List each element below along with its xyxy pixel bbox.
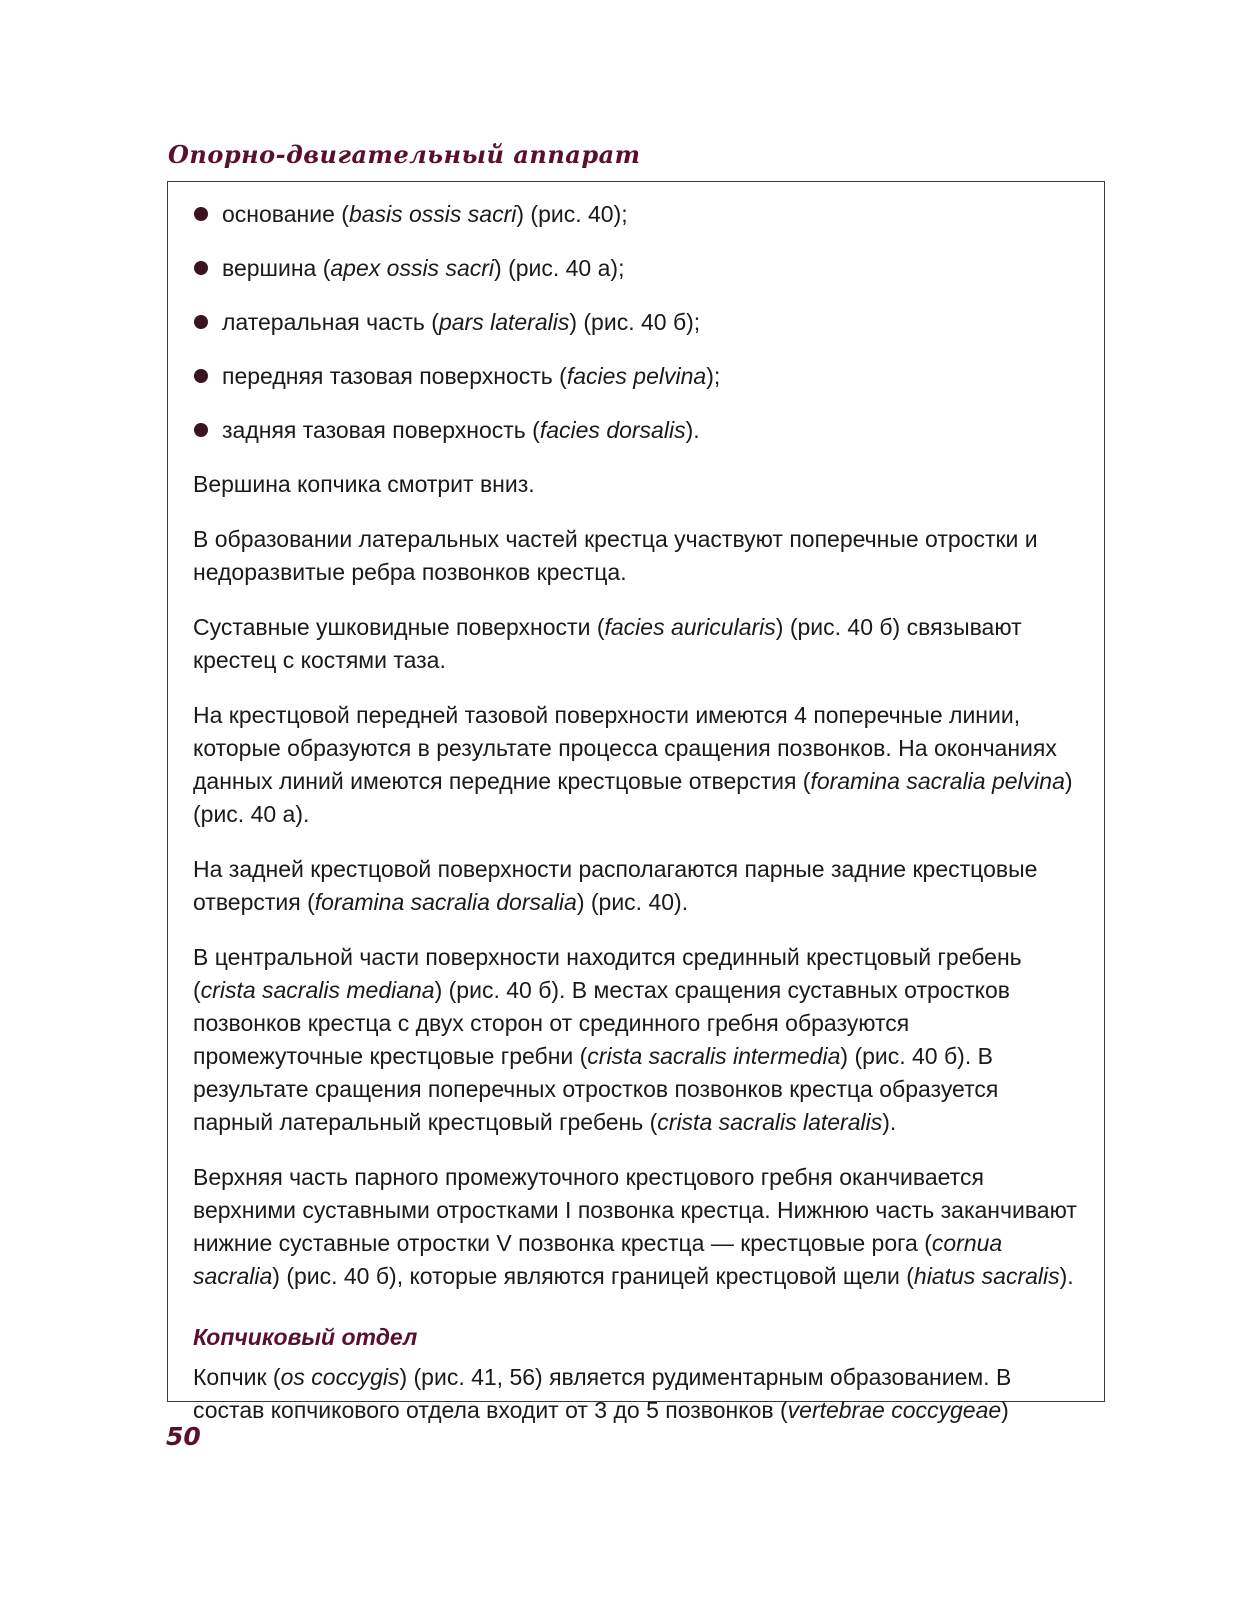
running-head: Опорно-двигательный аппарат (168, 140, 641, 169)
list-item: задняя тазовая поверхность (facies dorsalis). (193, 414, 1080, 468)
bullet-icon (194, 369, 208, 383)
list-item: передняя тазовая поверхность (facies pelvina); (193, 360, 1080, 414)
bullet-list (193, 198, 1080, 468)
section-heading: Копчиковый отдел (193, 1324, 418, 1350)
page-number: 50 (166, 1422, 201, 1451)
bullet-icon (194, 423, 208, 437)
bullet-icon (194, 261, 208, 275)
list-item: основание (basis ossis sacri) (рис. 40); (193, 198, 1080, 252)
paragraph: Верхняя часть парного промежуточного крестцового гребня оканчивается верхними суставными отростками I позвонка крестца. Нижнюю часть заканчивают нижние суставные отростки V позвонка крестца — крестцовые рога (cornua sacralia) (рис. 40 б), которые являются границей крестцовой щели (hiatus sacralis). (193, 1164, 1077, 1289)
paragraph: На крестцовой передней тазовой поверхности имеются 4 поперечные линии, которые образуются в результате процесса сращения позвонков. На окончаниях данных линий имеются передние крестцовые отверстия (foramina sacralia pelvina) (рис. 40 а). (193, 702, 1073, 827)
bullet-icon (194, 315, 208, 329)
bullet-icon (194, 207, 208, 221)
paragraph: Суставные ушковидные поверхности (facies auricularis) (рис. 40 б) связывают крестец с костями таза. (193, 614, 1022, 673)
content-box (167, 181, 1105, 1423)
paragraph: В образовании латеральных частей крестца участвуют поперечные отростки и недоразвитые ребра позвонков крестца. (193, 526, 1038, 585)
paragraph: На задней крестцовой поверхности располагаются парные задние крестцовые отверстия (foramina sacralia dorsalia) (рис. 40). (193, 856, 1038, 915)
list-item: латеральная часть (pars lateralis) (рис. 40 б); (193, 306, 1080, 360)
paragraph: Копчик (os coccygis) (рис. 41, 56) является рудиментарным образованием. В состав копчикового отдела входит от 3 до 5 позвонков (vertebrae coccygeae) (193, 1364, 1012, 1423)
paragraph: Вершина копчика смотрит вниз. (193, 471, 535, 497)
paragraph: В центральной части поверхности находится срединный крестцовый гребень (crista sacralis mediana) (рис. 40 б). В местах сращения суставных отростков позвонков крестца с двух сторон от срединного гребня образуются промежуточные крестцовые гребни (crista sacralis intermedia) (рис. 40 б). В результате сращения поперечных отростков позвонков крестца образуется парный латеральный крестцовый гребень (crista sacralis lateralis). (193, 944, 1022, 1135)
list-item: вершина (apex ossis sacri) (рис. 40 а); (193, 252, 1080, 306)
